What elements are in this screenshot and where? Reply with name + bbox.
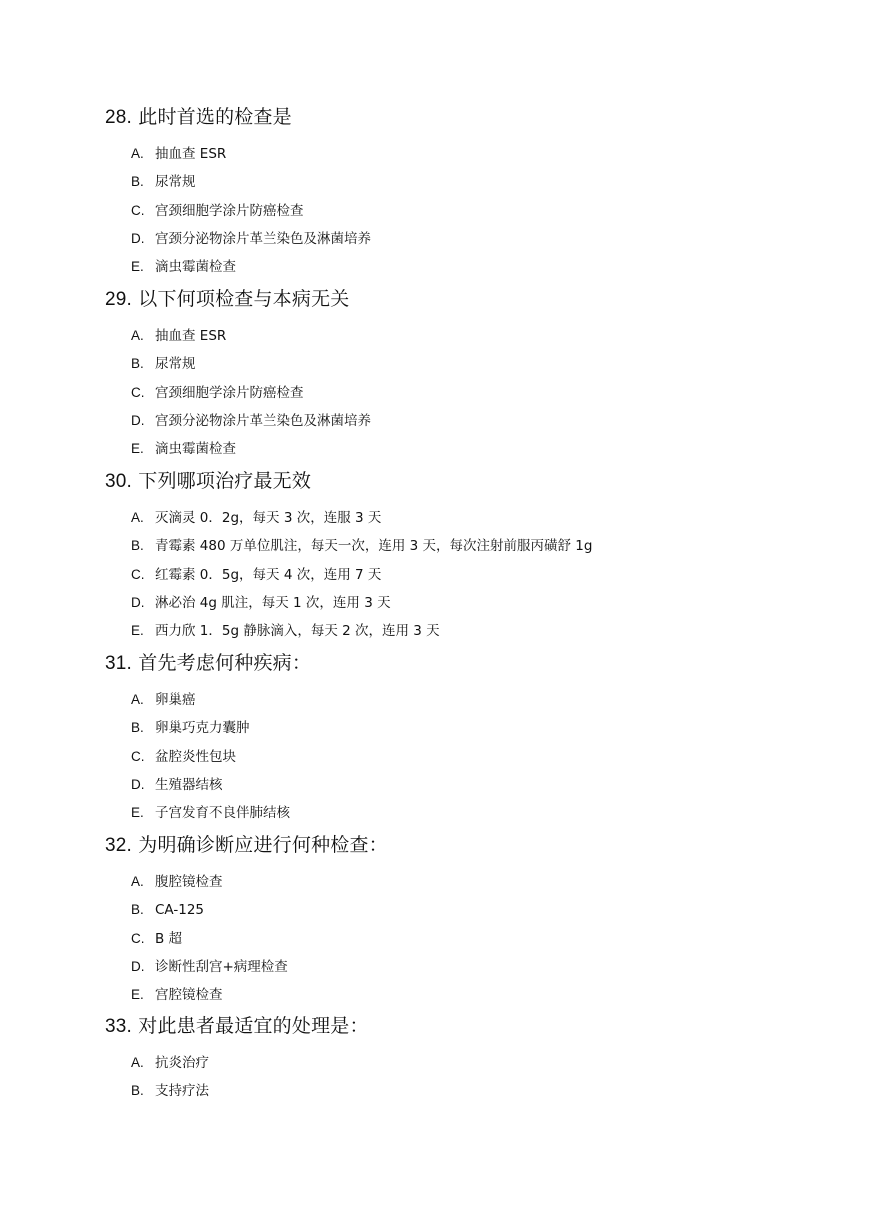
- option-letter: B.: [131, 356, 144, 371]
- option-a: [131, 691, 196, 709]
- option-letter: E.: [131, 623, 144, 638]
- option-letter: D.: [131, 959, 145, 974]
- question-text: 对此患者最适宜的处理是：: [138, 1015, 369, 1037]
- question-text: 为明确诊断应进行何种检查：: [138, 834, 388, 856]
- option-text: 宫颈细胞学涂片防癌检查: [155, 203, 304, 219]
- option-text: 宫颈分泌物涂片革兰染色及淋菌培养: [155, 413, 371, 429]
- option-d: [131, 776, 223, 794]
- question-number: 32.: [105, 835, 133, 856]
- option-letter: A.: [131, 1055, 144, 1070]
- option-text: 红霉素 0．5g，每天 4 次，连用 7 天: [155, 567, 382, 583]
- option-text: 生殖器结核: [155, 777, 223, 793]
- option-e: [131, 258, 236, 276]
- option-letter: A.: [131, 328, 144, 343]
- option-letter: D.: [131, 595, 145, 610]
- question-text: 下列哪项治疗最无效: [138, 470, 312, 492]
- question-title: [105, 468, 311, 495]
- option-c: [131, 202, 304, 220]
- option-text: 宫腔镜检查: [155, 987, 223, 1003]
- option-a: [131, 1054, 209, 1072]
- question-number: 30.: [105, 471, 133, 492]
- option-text: 西力欣 1．5g 静脉滴入，每天 2 次，连用 3 天: [155, 623, 440, 639]
- option-letter: C.: [131, 749, 145, 764]
- question-number: 31.: [105, 653, 133, 674]
- option-text: 腹腔镜检查: [155, 874, 223, 890]
- option-e: [131, 622, 440, 640]
- option-letter: B.: [131, 902, 144, 917]
- option-text: 尿常规: [155, 356, 196, 372]
- option-text: 尿常规: [155, 174, 196, 190]
- option-letter: A.: [131, 510, 144, 525]
- option-b: [131, 355, 196, 373]
- option-letter: E.: [131, 259, 144, 274]
- option-d: [131, 412, 371, 430]
- question-text: 首先考虑何种疾病：: [138, 652, 312, 674]
- option-text: 淋必治 4g 肌注，每天 1 次，连用 3 天: [155, 595, 391, 611]
- option-c: [131, 748, 236, 766]
- question-number: 29.: [105, 289, 133, 310]
- option-e: [131, 804, 290, 822]
- option-a: [131, 873, 223, 891]
- option-letter: E.: [131, 987, 144, 1002]
- option-letter: D.: [131, 231, 145, 246]
- question-title: [105, 650, 311, 677]
- option-letter: B.: [131, 720, 144, 735]
- option-letter: C.: [131, 385, 145, 400]
- option-b: [131, 901, 204, 919]
- option-letter: A.: [131, 874, 144, 889]
- question-title: [105, 832, 388, 859]
- option-letter: D.: [131, 413, 145, 428]
- option-letter: B.: [131, 1083, 144, 1098]
- option-letter: E.: [131, 805, 144, 820]
- question-text: 此时首选的检查是: [138, 106, 292, 128]
- option-letter: A.: [131, 692, 144, 707]
- option-b: [131, 537, 592, 555]
- option-text: 抽血查 ESR: [155, 328, 227, 344]
- option-d: [131, 594, 391, 612]
- question-title: [105, 104, 292, 131]
- option-text: 盆腔炎性包块: [155, 749, 236, 765]
- option-text: 宫颈分泌物涂片革兰染色及淋菌培养: [155, 231, 371, 247]
- option-text: 支持疗法: [155, 1083, 209, 1099]
- option-b: [131, 719, 250, 737]
- option-text: 子宫发育不良伴肺结核: [155, 805, 290, 821]
- option-c: [131, 566, 381, 584]
- question-number: 33.: [105, 1016, 133, 1037]
- option-letter: B.: [131, 174, 144, 189]
- option-letter: D.: [131, 777, 145, 792]
- option-text: 抗炎治疗: [155, 1055, 209, 1071]
- option-text: 卵巢癌: [155, 692, 196, 708]
- option-c: [131, 384, 304, 402]
- option-text: 诊断性刮宫+病理检查: [155, 959, 288, 975]
- option-text: CA-125: [155, 902, 205, 918]
- option-a: [131, 145, 226, 163]
- question-text: 以下何项检查与本病无关: [138, 288, 350, 310]
- option-text: 青霉素 480 万单位肌注，每天一次，连用 3 天，每次注射前服丙磺舒 1g: [155, 538, 593, 554]
- option-letter: C.: [131, 203, 145, 218]
- option-text: 宫颈细胞学涂片防癌检查: [155, 385, 304, 401]
- option-b: [131, 173, 196, 191]
- option-letter: C.: [131, 567, 145, 582]
- option-text: B 超: [155, 931, 183, 947]
- option-text: 抽血查 ESR: [155, 146, 227, 162]
- option-text: 灭滴灵 0．2g，每天 3 次，连服 3 天: [155, 510, 382, 526]
- option-e: [131, 440, 236, 458]
- option-b: [131, 1082, 209, 1100]
- option-e: [131, 986, 223, 1004]
- question-title: [105, 286, 349, 313]
- option-text: 卵巢巧克力囊肿: [155, 720, 250, 736]
- option-a: [131, 327, 226, 345]
- option-letter: E.: [131, 441, 144, 456]
- option-text: 滴虫霉菌检查: [155, 441, 236, 457]
- option-d: [131, 958, 288, 976]
- question-title: [105, 1013, 369, 1040]
- option-letter: B.: [131, 538, 144, 553]
- option-letter: C.: [131, 931, 145, 946]
- option-text: 滴虫霉菌检查: [155, 259, 236, 275]
- option-c: [131, 930, 182, 948]
- option-d: [131, 230, 371, 248]
- question-number: 28.: [105, 107, 133, 128]
- option-letter: A.: [131, 146, 144, 161]
- option-a: [131, 509, 381, 527]
